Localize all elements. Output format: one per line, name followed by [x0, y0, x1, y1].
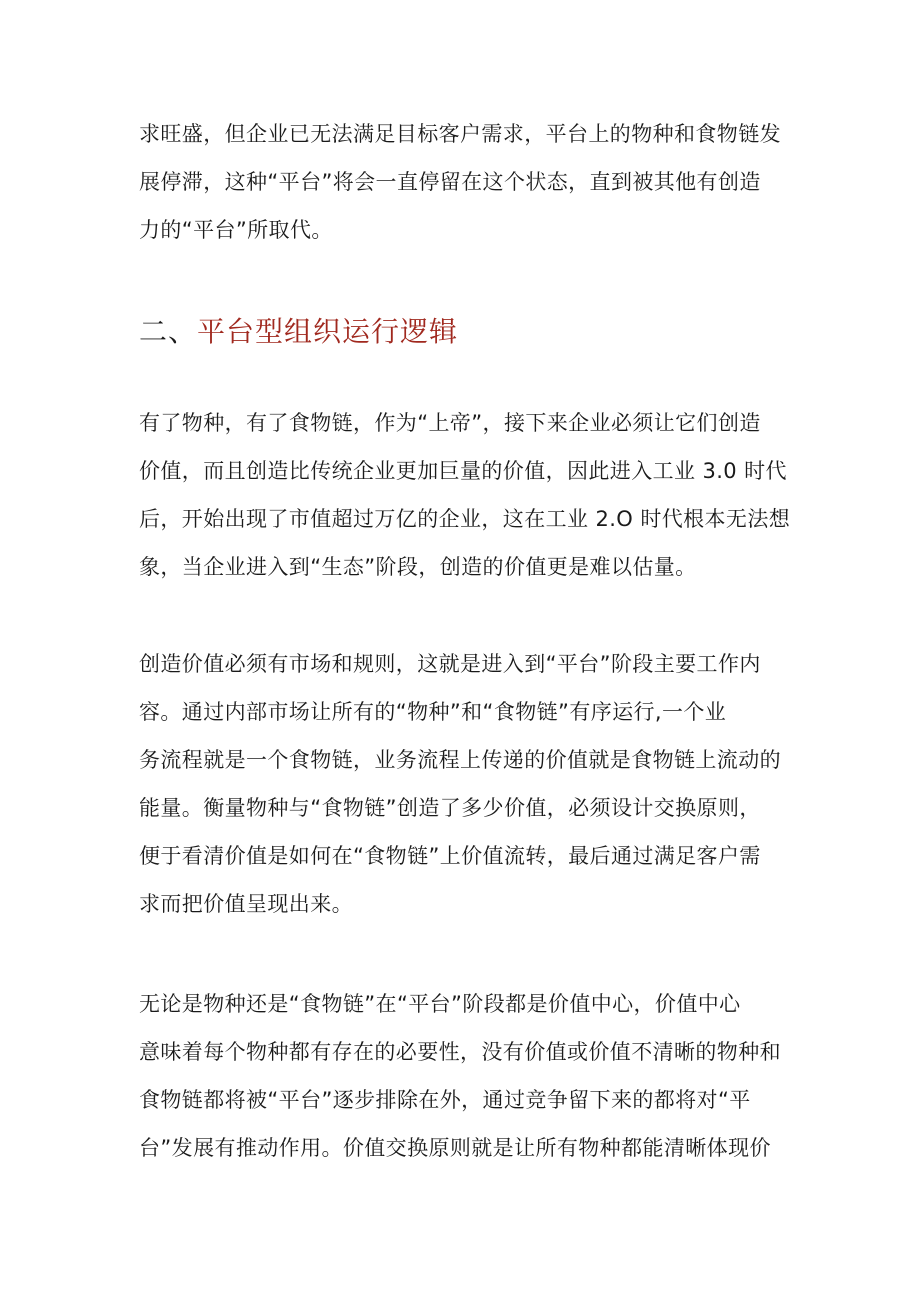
paragraph-line: 后，开始出现了市值超过万亿的企业，这在工业 2.O 时代根本无法想: [139, 507, 791, 531]
paragraph-line: 求而把价值呈现出来。: [139, 892, 353, 916]
paragraph-line: 无论是物种还是“食物链”在“平台”阶段都是价值中心，价值中心: [139, 992, 741, 1016]
paragraph-line: 便于看清价值是如何在“食物链”上价值流转，最后通过满足客户需: [139, 844, 761, 868]
paragraph-value-creation: [139, 399, 799, 591]
paragraph-line: 有了物种，有了食物链，作为“上帝”，接下来企业必须让它们创造: [139, 411, 761, 435]
section-number: 二、: [139, 315, 198, 348]
paragraph-line: 展停滞，这种“平台”将会一直停留在这个状态，直到被其他有创造: [139, 170, 761, 194]
section-title: 平台型组织运行逻辑: [197, 315, 459, 348]
paragraph-line: 务流程就是一个食物链，业务流程上传递的价值就是食物链上流动的: [139, 748, 781, 772]
paragraph-line: 力的“平台”所取代。: [139, 218, 333, 242]
paragraph-line: 创造价值必须有市场和规则，这就是进入到“平台”阶段主要工作内: [139, 652, 761, 676]
paragraph-continuation: [139, 110, 799, 254]
paragraph-value-center: [139, 980, 799, 1172]
paragraph-line: 食物链都将被“平台”逐步排除在外，通过竞争留下来的都将对“平: [139, 1088, 751, 1112]
paragraph-line: 意味着每个物种都有存在的必要性，没有价值或价值不清晰的物种和: [139, 1040, 781, 1064]
paragraph-market-rules: [139, 640, 799, 928]
paragraph-line: 象，当企业进入到“生态”阶段，创造的价值更是难以估量。: [139, 555, 697, 579]
paragraph-line: 求旺盛，但企业已无法满足目标客户需求，平台上的物种和食物链发: [139, 122, 781, 146]
paragraph-line: 台”发展有推动作用。价值交换原则就是让所有物种都能清晰体现价: [139, 1136, 771, 1160]
paragraph-line: 容。通过内部市场让所有的“物种”和“食物链”有序运行,一个业: [139, 700, 727, 724]
paragraph-line: 价值，而且创造比传统企业更加巨量的价值，因此进入工业 3.0 时代: [139, 459, 787, 483]
section-heading: [139, 312, 458, 352]
paragraph-line: 能量。衡量物种与“食物链”创造了多少价值，必须设计交换原则，: [139, 796, 761, 820]
